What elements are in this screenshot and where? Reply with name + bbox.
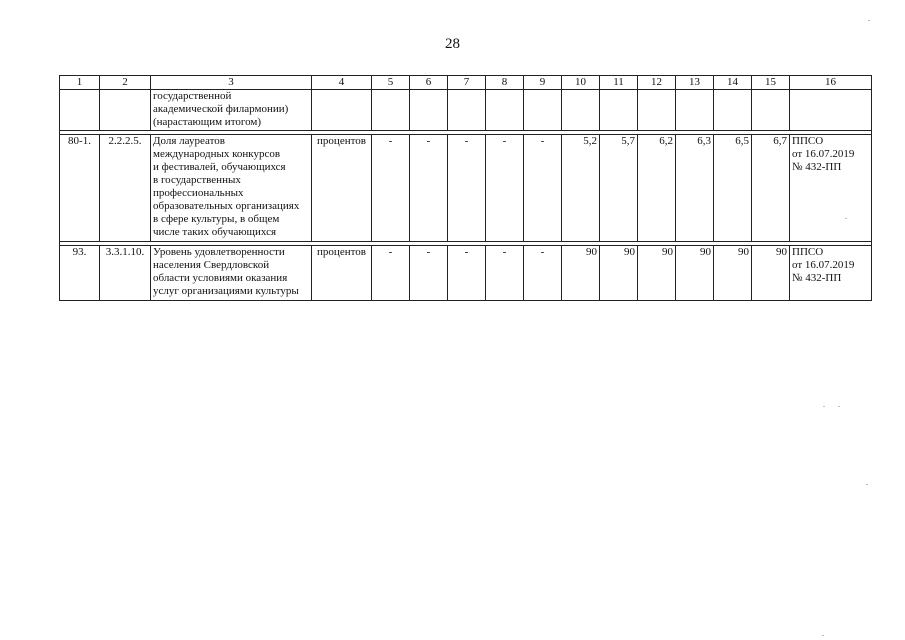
- value-cell: -: [448, 135, 486, 242]
- value-cell: [448, 90, 486, 131]
- description-line: государственной: [153, 90, 232, 102]
- header-cell: 8: [486, 76, 524, 90]
- source-line: от 16.07.2019: [792, 259, 855, 271]
- scan-speck: [866, 484, 868, 485]
- scan-speck: [823, 406, 825, 407]
- value-cell: -: [410, 246, 448, 301]
- scan-speck: [868, 20, 870, 21]
- page-number: 28: [445, 36, 460, 52]
- value-cell: 90: [638, 246, 676, 301]
- value-cell: [372, 90, 410, 131]
- value-cell: 5,7: [600, 135, 638, 242]
- value-cell: 5,2: [562, 135, 600, 242]
- unit-cell: процентов: [312, 246, 372, 301]
- value-cell: [676, 90, 714, 131]
- value-cell: 6,3: [676, 135, 714, 242]
- value-cell: [638, 90, 676, 131]
- header-cell: 13: [676, 76, 714, 90]
- description-line: академической филармонии): [153, 103, 289, 115]
- value-cell: -: [372, 135, 410, 242]
- description-line: Доля лауреатов: [153, 135, 225, 147]
- row-number-cell: 93.: [60, 246, 100, 301]
- value-cell: 6,2: [638, 135, 676, 242]
- header-cell: 2: [100, 76, 151, 90]
- scan-speck: [838, 406, 840, 407]
- header-cell: 15: [752, 76, 790, 90]
- unit-cell: процентов: [312, 135, 372, 242]
- value-cell: -: [448, 246, 486, 301]
- header-cell: 1: [60, 76, 100, 90]
- description-line: Уровень удовлетворенности: [153, 246, 285, 258]
- source-line: от 16.07.2019: [792, 148, 855, 160]
- description-line: числе таких обучающихся: [153, 226, 277, 238]
- description-line: услуг организациями культуры: [153, 285, 299, 297]
- description-line: (нарастающим итогом): [153, 116, 262, 128]
- header-cell: 10: [562, 76, 600, 90]
- value-cell: -: [486, 246, 524, 301]
- value-cell: 90: [714, 246, 752, 301]
- value-cell: 6,7: [752, 135, 790, 242]
- source-cell: [790, 90, 872, 131]
- header-cell: 14: [714, 76, 752, 90]
- table-row: [60, 246, 872, 301]
- row-number-cell: 80-1.: [60, 135, 100, 242]
- row-number-cell: [60, 90, 100, 131]
- description-cell: [151, 246, 312, 301]
- value-cell: -: [410, 135, 448, 242]
- value-cell: [524, 90, 562, 131]
- value-cell: -: [524, 246, 562, 301]
- source-line: ППСО: [792, 135, 824, 147]
- description-line: области условиями оказания: [153, 272, 288, 284]
- source-line: № 432-ПП: [792, 272, 842, 284]
- scan-speck: [845, 218, 847, 219]
- value-cell: -: [486, 135, 524, 242]
- code-cell: [100, 90, 151, 131]
- header-cell: 4: [312, 76, 372, 90]
- scan-speck: [822, 635, 824, 636]
- value-cell: 6,5: [714, 135, 752, 242]
- description-line: в государственных: [153, 174, 241, 186]
- header-cell: 5: [372, 76, 410, 90]
- value-cell: [714, 90, 752, 131]
- description-cell: [151, 90, 312, 131]
- description-line: в сфере культуры, в общем: [153, 213, 280, 225]
- value-cell: -: [372, 246, 410, 301]
- code-cell: 3.3.1.10.: [100, 246, 151, 301]
- description-line: образовательных организациях: [153, 200, 300, 212]
- value-cell: [562, 90, 600, 131]
- source-cell: [790, 135, 872, 242]
- value-cell: 90: [600, 246, 638, 301]
- header-cell: 7: [448, 76, 486, 90]
- value-cell: 90: [562, 246, 600, 301]
- header-cell: 16: [790, 76, 872, 90]
- value-cell: 90: [752, 246, 790, 301]
- header-cell: 11: [600, 76, 638, 90]
- value-cell: [752, 90, 790, 131]
- code-cell: 2.2.2.5.: [100, 135, 151, 242]
- source-line: ППСО: [792, 246, 824, 258]
- value-cell: 90: [676, 246, 714, 301]
- description-line: населения Свердловской: [153, 259, 270, 271]
- value-cell: [410, 90, 448, 131]
- value-cell: -: [524, 135, 562, 242]
- description-line: и фестивалей, обучающихся: [153, 161, 286, 173]
- continuation-row: [60, 90, 872, 131]
- header-cell: 12: [638, 76, 676, 90]
- description-cell: [151, 135, 312, 242]
- source-line: № 432-ПП: [792, 161, 842, 173]
- indicators-table: [59, 75, 872, 301]
- source-cell: [790, 246, 872, 301]
- description-line: профессиональных: [153, 187, 244, 199]
- header-cell: 9: [524, 76, 562, 90]
- column-number-row: [60, 76, 872, 90]
- table-row: [60, 135, 872, 242]
- header-cell: 6: [410, 76, 448, 90]
- header-cell: 3: [151, 76, 312, 90]
- value-cell: [486, 90, 524, 131]
- description-line: международных конкурсов: [153, 148, 281, 160]
- unit-cell: [312, 90, 372, 131]
- value-cell: [600, 90, 638, 131]
